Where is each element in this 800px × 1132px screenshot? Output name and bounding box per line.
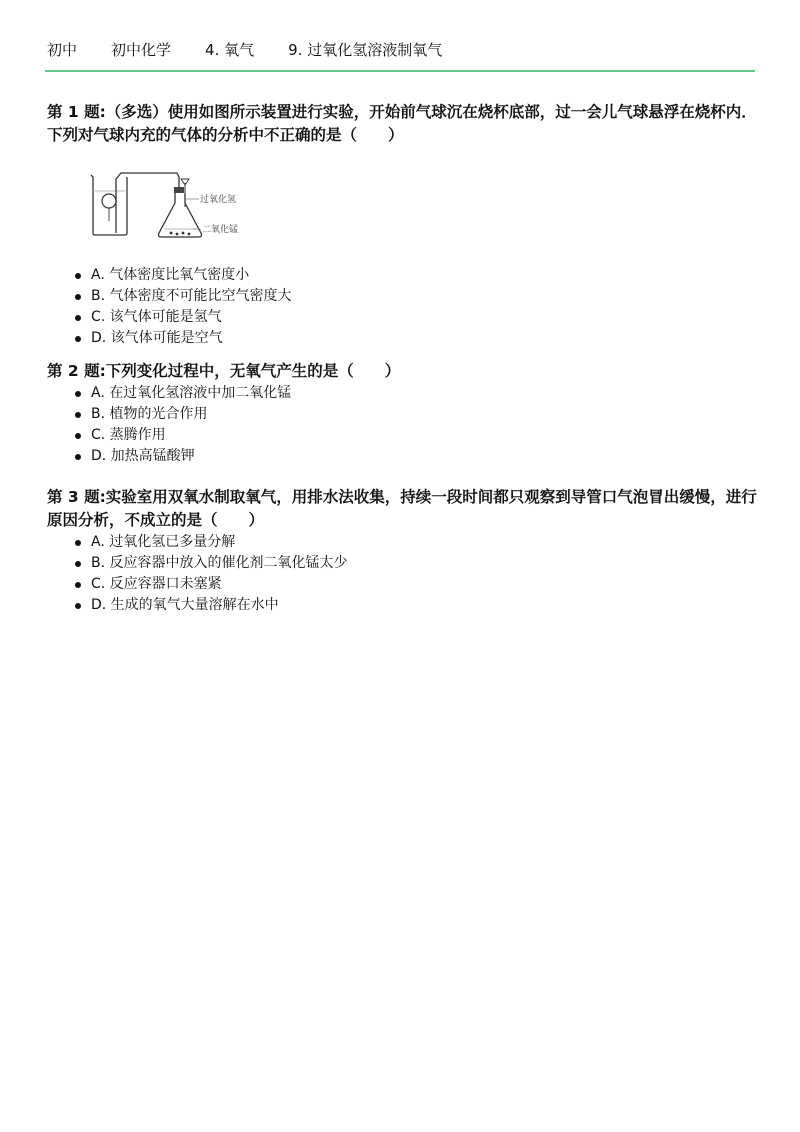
breadcrumb-level: 初中 bbox=[47, 41, 78, 59]
question-3-stem: 第 3 题:实验室用双氧水制取氧气，用排水法收集，持续一段时间都只观察到导管口气泡冒出缓慢，进行原因分析，不成立的是（ ） bbox=[47, 488, 757, 529]
option-d[interactable]: D. 该气体可能是空气 bbox=[75, 328, 757, 349]
figure-label-mno2: 二氧化锰 bbox=[202, 225, 239, 235]
option-d[interactable]: D. 生成的氧气大量溶解在水中 bbox=[75, 595, 757, 616]
question-2-options bbox=[47, 383, 757, 467]
option-b[interactable]: B. 气体密度不可能比空气密度大 bbox=[75, 286, 757, 307]
option-a[interactable]: A. 过氧化氢已多量分解 bbox=[75, 532, 757, 553]
question-1-options bbox=[47, 265, 757, 349]
header-divider bbox=[45, 70, 755, 72]
option-a[interactable]: A. 在过氧化氢溶液中加二氧化锰 bbox=[75, 383, 757, 404]
apparatus-figure bbox=[85, 169, 245, 241]
breadcrumb bbox=[47, 40, 476, 60]
option-b[interactable]: B. 反应容器中放入的催化剂二氧化锰太少 bbox=[75, 553, 757, 574]
breadcrumb-subject: 初中化学 bbox=[111, 41, 172, 59]
question-1 bbox=[47, 101, 757, 349]
question-3 bbox=[47, 486, 757, 616]
option-c[interactable]: C. 蒸腾作用 bbox=[75, 425, 757, 446]
question-2-stem: 第 2 题:下列变化过程中，无氧气产生的是（ ） bbox=[47, 362, 401, 380]
question-3-options bbox=[47, 532, 757, 616]
option-c[interactable]: C. 反应容器口未塞紧 bbox=[75, 574, 757, 595]
question-1-stem: 第 1 题:（多选）使用如图所示装置进行实验，开始前气球沉在烧杯底部，过一会儿气球悬浮在烧杯内．下列对气球内充的气体的分析中不正确的是（ ） bbox=[47, 103, 757, 144]
option-a[interactable]: A. 气体密度比氧气密度小 bbox=[75, 265, 757, 286]
breadcrumb-chapter: 4. 氧气 bbox=[205, 41, 255, 59]
question-2 bbox=[47, 360, 757, 467]
breadcrumb-topic: 9. 过氧化氢溶液制氧气 bbox=[288, 41, 443, 59]
option-c[interactable]: C. 该气体可能是氢气 bbox=[75, 307, 757, 328]
figure-label-h2o2: 过氧化氢 bbox=[200, 195, 237, 205]
option-d[interactable]: D. 加热高锰酸钾 bbox=[75, 446, 757, 467]
option-b[interactable]: B. 植物的光合作用 bbox=[75, 404, 757, 425]
